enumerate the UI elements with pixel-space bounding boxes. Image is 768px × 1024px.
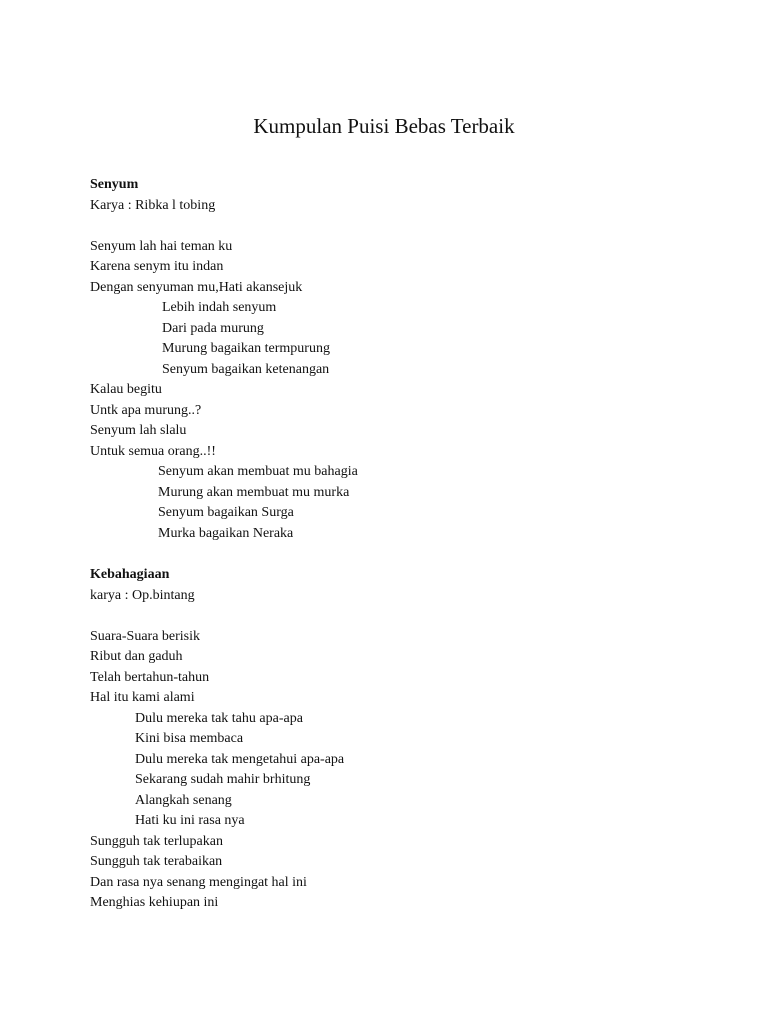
poem-line: Kalau begitu bbox=[90, 382, 162, 397]
poem-line: Sekarang sudah mahir brhitung bbox=[135, 772, 311, 787]
poem-line: Sungguh tak terlupakan bbox=[90, 833, 223, 849]
poem-line: Kini bisa membaca bbox=[135, 731, 244, 746]
poem-line: Dulu mereka tak tahu apa-apa bbox=[135, 710, 303, 726]
poem-line: Senyum lah hai teman ku bbox=[90, 238, 233, 254]
poem-line: Senyum lah slalu bbox=[90, 423, 187, 438]
poem-line: Untk apa murung..? bbox=[90, 402, 202, 418]
poem-line: Dan rasa nya senang mengingat hal ini bbox=[90, 874, 307, 890]
poem-line: Murung akan membuat mu murka bbox=[158, 484, 350, 500]
poem-line: Lebih indah senyum bbox=[162, 300, 277, 315]
poem-senyum bbox=[90, 175, 710, 544]
poem-line: Ribut dan gaduh bbox=[90, 649, 183, 664]
poem-line: Senyum bagaikan Surga bbox=[158, 505, 294, 520]
poem-line: Murung bagaikan termpurung bbox=[162, 341, 330, 356]
poem-line: Suara-Suara berisik bbox=[90, 628, 201, 644]
document-title: Kumpulan Puisi Bebas Terbaik bbox=[253, 114, 515, 138]
stanza-gap bbox=[90, 606, 710, 627]
poem-author: karya : Op.bintang bbox=[90, 587, 195, 603]
stanza-gap bbox=[90, 216, 710, 237]
poem-kebahagiaan bbox=[90, 565, 710, 914]
poem-line: Senyum bagaikan ketenangan bbox=[162, 361, 330, 377]
poem-line: Karena senym itu indan bbox=[90, 259, 224, 274]
poem-line: Telah bertahun-tahun bbox=[90, 669, 210, 685]
poem-author: Karya : Ribka l tobing bbox=[90, 197, 216, 213]
poem-title: Senyum bbox=[90, 177, 139, 192]
poem-title: Kebahagiaan bbox=[90, 567, 170, 582]
poem-line: Menghias kehiupan ini bbox=[90, 895, 219, 910]
poem-line: Untuk semua orang..!! bbox=[90, 443, 216, 459]
poem-line: Alangkah senang bbox=[135, 792, 232, 808]
poem-line: Hal itu kami alami bbox=[90, 690, 195, 705]
poem-line: Dengan senyuman mu,Hati akansejuk bbox=[90, 279, 303, 295]
poem-line: Dari pada murung bbox=[162, 320, 264, 336]
poem-line: Hati ku ini rasa nya bbox=[135, 813, 245, 828]
poem-line: Sungguh tak terabaikan bbox=[90, 854, 223, 869]
poem-line: Senyum akan membuat mu bahagia bbox=[158, 464, 358, 479]
poem-line: Murka bagaikan Neraka bbox=[158, 525, 294, 541]
poem-line: Dulu mereka tak mengetahui apa-apa bbox=[135, 751, 345, 767]
